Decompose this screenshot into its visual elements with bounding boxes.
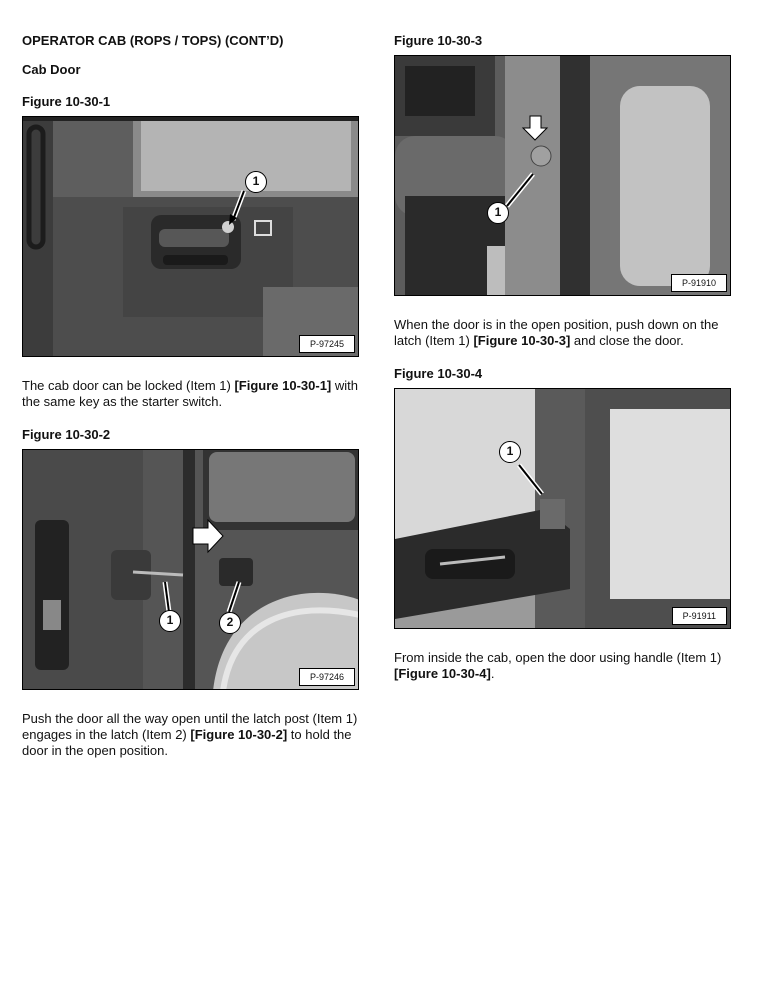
figure-10-30-2-photo — [22, 449, 359, 690]
door-lock-illustration — [23, 117, 359, 357]
callout-1: 1 — [245, 171, 267, 193]
paragraph — [394, 650, 731, 682]
photo-code: P-91911 — [672, 607, 727, 625]
figure-reference: [Figure 10-30-1] — [234, 378, 332, 393]
paragraph-text: with the same key as the starter switch. — [22, 378, 358, 409]
subsection-title: Cab Door — [22, 62, 81, 77]
photo-code: P-97246 — [299, 668, 355, 686]
photo-code: P-91910 — [671, 274, 727, 292]
latch-post-illustration — [23, 450, 359, 690]
paragraph-text: and close the door. — [570, 333, 684, 348]
figure-10-30-3-photo — [394, 55, 731, 296]
inside-handle-illustration — [395, 389, 731, 629]
paragraph — [22, 711, 359, 759]
callout-2: 2 — [219, 612, 241, 634]
section-title: OPERATOR CAB (ROPS / TOPS) (CONT’D) — [22, 33, 284, 48]
open-latch-illustration — [395, 56, 731, 296]
paragraph-text: When the door is in the open position, push down on the latch (Item 1) — [394, 317, 719, 348]
figure-reference: [Figure 10-30-2] — [190, 727, 288, 742]
figure-reference: [Figure 10-30-3] — [473, 333, 571, 348]
photo-code: P-97245 — [299, 335, 355, 353]
figure-caption: Figure 10-30-2 — [22, 427, 111, 442]
paragraph-text: The cab door can be locked (Item 1) — [22, 378, 235, 393]
callout-1: 1 — [159, 610, 181, 632]
figure-10-30-1-photo — [22, 116, 359, 357]
paragraph-text: . — [490, 666, 495, 681]
paragraph-text: From inside the cab, open the door using handle (Item 1) — [394, 650, 722, 665]
figure-caption: Figure 10-30-4 — [394, 366, 483, 381]
paragraph — [22, 378, 359, 410]
figure-caption: Figure 10-30-3 — [394, 33, 483, 48]
paragraph-text: Push the door all the way open until the latch post (Item 1) engages in the latch (Item 2) — [22, 711, 358, 742]
callout-1: 1 — [487, 202, 509, 224]
figure-caption: Figure 10-30-1 — [22, 94, 111, 109]
paragraph — [394, 317, 731, 349]
paragraph-text: to hold the door in the open position. — [22, 727, 352, 758]
figure-10-30-4-photo — [394, 388, 731, 629]
figure-reference: [Figure 10-30-4] — [394, 666, 491, 681]
callout-1: 1 — [499, 441, 521, 463]
